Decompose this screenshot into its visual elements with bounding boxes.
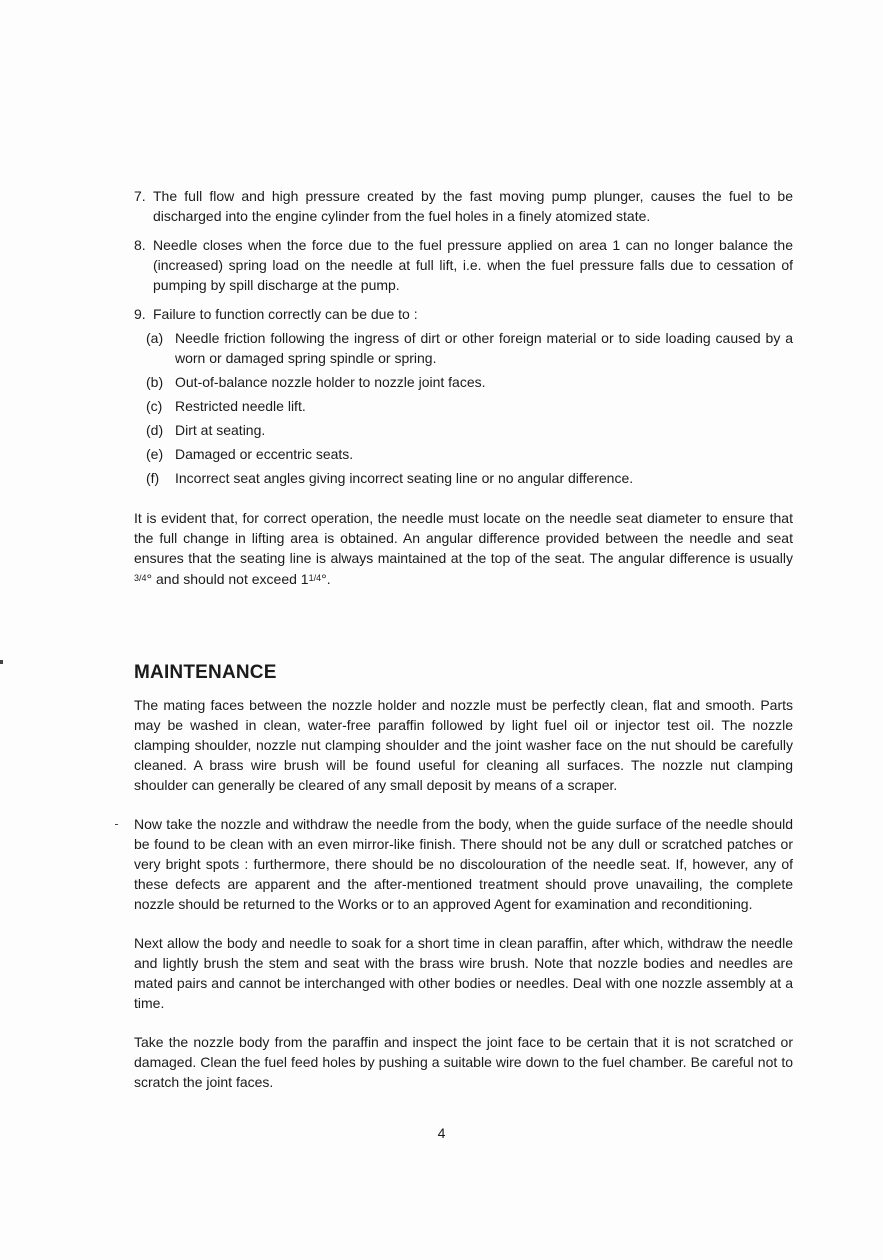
item-number: 9.	[134, 306, 146, 322]
evident-text-end: °.	[321, 571, 331, 587]
item-number: 7.	[134, 188, 146, 204]
item-text: The full flow and high pressure created by the fast moving pump plunger, causes the fuel to be discharged into the engine cylinder from the fuel holes in a finely atomized state.	[153, 188, 793, 224]
sub-item-c	[146, 396, 793, 416]
item-text: Needle closes when the force due to the fuel pressure applied on area 1 can no longer balance the (increased) spring load on the needle at full lift, i.e. when the fuel pressure falls due to cessation of pumping by spill discharge at the pump.	[153, 237, 793, 293]
sub-item-d	[146, 420, 793, 440]
scan-mark	[0, 660, 3, 664]
page-content	[134, 186, 793, 1092]
sub-item-letter: (e)	[146, 446, 164, 462]
evident-text: It is evident that, for correct operation, the needle must locate on the needle seat diameter to ensure that the full change in lifting area is obtained. An angular difference provided between the needle and seat ensures that the seating line is always maintained at the top of the seat. The angular difference is usually	[134, 510, 793, 566]
sub-item-letter: (f)	[146, 470, 160, 486]
numbered-item-8	[134, 235, 793, 295]
scan-mark	[115, 824, 118, 825]
page-number: 4	[437, 1125, 446, 1141]
sub-item-letter: (d)	[146, 422, 164, 438]
evident-paragraph	[134, 508, 793, 589]
sub-item-text: Incorrect seat angles giving incorrect seating line or no angular difference.	[175, 470, 634, 486]
item-number: 8.	[134, 237, 146, 253]
sub-item-letter: (c)	[146, 398, 163, 414]
section-heading-maintenance: MAINTENANCE	[134, 662, 277, 683]
sub-item-text: Damaged or eccentric seats.	[175, 446, 354, 462]
fraction-one-quarter: 1/4	[308, 573, 322, 583]
maintenance-paragraph-1: The mating faces between the nozzle holder and nozzle must be perfectly clean, flat and smooth. Parts may be washed in clean, water-free paraffin followed by light fuel oil or injector test oil. The nozzle clamping shoulder, nozzle nut clamping shoulder and the joint washer face on the nut should be carefully cleaned. A brass wire brush will be found useful for cleaning all surfaces. The nozzle nut clamping shoulder can generally be cleared of any small deposit by means of a scraper.	[134, 697, 793, 793]
sub-item-letter: (b)	[146, 374, 164, 390]
sub-item-text: Out-of-balance nozzle holder to nozzle joint faces.	[175, 374, 486, 390]
sub-item-text: Restricted needle lift.	[175, 398, 306, 414]
item-text: Failure to function correctly can be due to :	[153, 306, 418, 322]
sub-item-e	[146, 444, 793, 464]
numbered-item-7	[134, 186, 793, 226]
evident-text-mid: ° and should not exceed 1	[146, 571, 309, 587]
sub-item-text: Dirt at seating.	[175, 422, 266, 438]
sub-item-letter: (a)	[146, 330, 164, 346]
fraction-three-quarters: 3/4	[134, 573, 147, 583]
sub-item-b	[146, 372, 793, 392]
sub-item-f	[146, 468, 793, 488]
sub-item-text: Needle friction following the ingress of dirt or other foreign material or to side loading caused by a worn or damaged spring spindle or spring.	[175, 330, 793, 366]
maintenance-paragraph-4: Take the nozzle body from the paraffin and inspect the joint face to be certain that it is not scratched or damaged. Clean the fuel feed holes by pushing a suitable wire down to the fuel chamber. Be careful not to scratch the joint faces.	[134, 1034, 793, 1090]
sub-item-a	[146, 328, 793, 368]
maintenance-paragraph-2: Now take the nozzle and withdraw the needle from the body, when the guide surface of the needle should be found to be clean with an even mirror-like finish. There should not be any dull or scratched patches or very bright spots : furthermore, there should be no discolouration of the needle seat. If, however, any of these defects are apparent and the after-mentioned treatment should prove unavailing, the complete nozzle should be returned to the Works or to an approved Agent for examination and reconditioning.	[134, 816, 793, 912]
maintenance-paragraph-3: Next allow the body and needle to soak for a short time in clean paraffin, after which, withdraw the needle and lightly brush the stem and seat with the brass wire brush. Note that nozzle bodies and needles are mated pairs and cannot be interchanged with other bodies or needles. Deal with one nozzle assembly at a time.	[134, 935, 793, 1011]
numbered-item-9	[134, 304, 793, 324]
